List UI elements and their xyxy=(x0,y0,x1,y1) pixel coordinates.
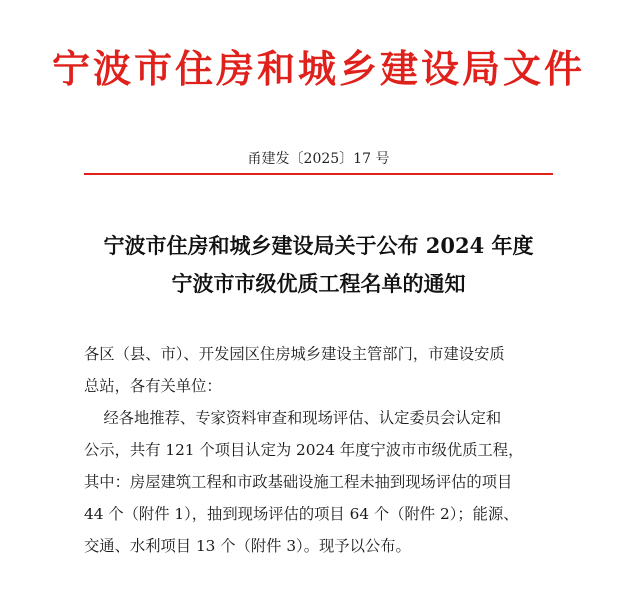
red-divider-line xyxy=(84,173,553,175)
body-line: 总站，各有关单位： xyxy=(84,377,222,395)
body-line: 其中：房屋建筑工程和市政基础设施工程未抽到现场评估的项目 xyxy=(84,473,513,491)
document-number: 甬建发〔2025〕17 号 xyxy=(247,151,390,167)
document-title-line-1: 宁波市住房和城乡建设局关于公布 2024 年度 xyxy=(103,233,534,258)
body-line: 公示，共有 121 个项目认定为 2024 年度宁波市市级优质工程， xyxy=(84,441,524,459)
document-title-line-2: 宁波市市级优质工程名单的通知 xyxy=(171,271,466,296)
body-line: 44 个（附件 1），抽到现场评估的项目 64 个（附件 2）；能源、 xyxy=(84,505,519,523)
body-line: 交通、水利项目 13 个（附件 3）。现予以公布。 xyxy=(84,537,411,555)
issuer-heading: 宁波市住房和城乡建设局文件 xyxy=(51,46,585,91)
body-line: 各区（县、市）、开发园区住房城乡建设主管部门，市建设安质 xyxy=(84,345,505,363)
body-line: 经各地推荐、专家资料审查和现场评估、认定委员会认定和 xyxy=(84,409,502,427)
